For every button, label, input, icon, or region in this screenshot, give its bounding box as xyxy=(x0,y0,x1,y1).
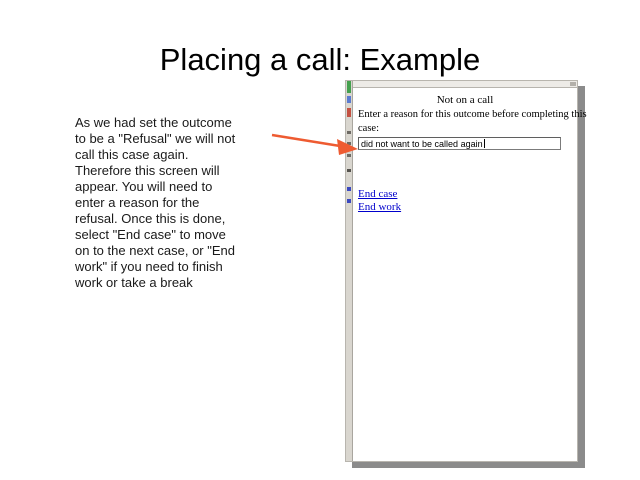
body-text-line: appear. You will need to xyxy=(75,179,213,194)
body-text-line: on to the next case, or "End xyxy=(75,243,235,258)
body-text-block xyxy=(75,115,275,291)
embedded-screenshot xyxy=(345,80,587,462)
body-text-line: work" if you need to finish xyxy=(75,259,223,274)
body-text-line: Therefore this screen will xyxy=(75,163,220,178)
cropped-icon-fragment-green xyxy=(347,81,351,93)
body-text-line: refusal. Once this is done, xyxy=(75,211,226,226)
cropped-edge-strip xyxy=(346,81,353,461)
cropped-text-fragment xyxy=(347,142,351,145)
reason-prompt-line: case: xyxy=(358,123,379,134)
body-text-line: select "End case" to move xyxy=(75,227,226,242)
cropped-link-fragment xyxy=(347,199,351,203)
body-text-line: work or take a break xyxy=(75,275,193,290)
cropped-text-fragment xyxy=(347,154,351,157)
body-text-line: call this case again. xyxy=(75,147,189,162)
cropped-icon-fragment-blue xyxy=(347,96,351,103)
reason-input[interactable] xyxy=(358,137,561,150)
body-text-line: enter a reason for the xyxy=(75,195,200,210)
body-text-line: As we had set the outcome xyxy=(75,115,232,130)
cropped-text-fragment xyxy=(347,169,351,172)
scrollbar-track xyxy=(353,81,577,88)
end-case-link[interactable]: End case xyxy=(358,188,398,200)
scrollbar-thumb xyxy=(570,82,576,86)
page-title: Placing a call: Example xyxy=(159,42,481,77)
body-text-line: to be a "Refusal" we will not xyxy=(75,131,236,146)
text-caret xyxy=(484,139,485,148)
cropped-icon-fragment-red xyxy=(347,108,351,117)
cropped-link-fragment xyxy=(347,187,351,191)
cropped-text-fragment xyxy=(347,131,351,134)
page-heading: Not on a call xyxy=(436,94,494,106)
not-on-a-call-page xyxy=(353,88,587,461)
reason-input-value: did not want to be called again xyxy=(361,138,483,149)
end-work-link[interactable]: End work xyxy=(358,201,402,213)
reason-prompt-line: Enter a reason for this outcome before completing this xyxy=(358,109,587,120)
